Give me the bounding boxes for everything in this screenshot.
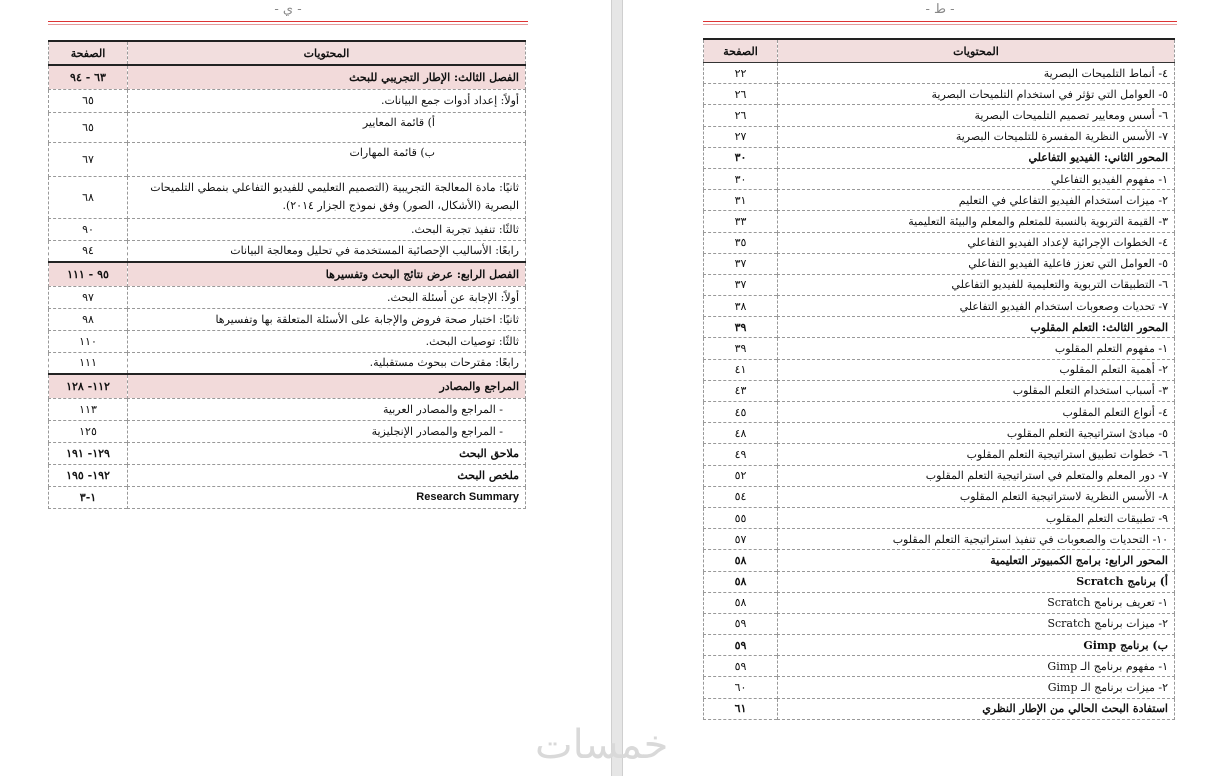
toc-row (704, 402, 1175, 423)
toc-page: ٥٤ (704, 486, 778, 507)
toc-title: المحور الرابع: برامج الكمبيوتر التعليمية (778, 550, 1175, 571)
toc-row (704, 63, 1175, 84)
toc-page: ٥٩ (704, 635, 778, 656)
toc-title: - المراجع والمصادر العربية (128, 398, 526, 420)
toc-title: ٢- ميزات برنامج الـ Gimp (778, 677, 1175, 698)
toc-row (704, 507, 1175, 528)
toc-title: الفصل الرابع: عرض نتائج البحث وتفسيرها (128, 262, 526, 286)
toc-title: الفصل الثالث: الإطار التجريبي للبحث (128, 65, 526, 89)
toc-page: ٩٥ - ١١١ (49, 262, 128, 286)
toc-row (49, 286, 526, 308)
toc-title: ٧- الأسس النظرية المفسرة للتلميحات البصرية (778, 126, 1175, 147)
toc-title: استفادة البحث الحالي من الإطار النظري (778, 698, 1175, 719)
toc-page: ٦٥ (49, 89, 128, 112)
toc-title: أ) برنامج Scratch (778, 571, 1175, 592)
toc-title: ب) قائمة المهارات (128, 142, 526, 176)
toc-page: ١٢٥ (49, 420, 128, 442)
toc-title: ثانيًا: اختبار صحة فروض والإجابة على الأسئلة المتعلقة بها وتفسيرها (128, 308, 526, 330)
toc-page: ٢٧ (704, 126, 778, 147)
toc-title: ٦- أسس ومعايير تصميم التلميحات البصرية (778, 105, 1175, 126)
toc-title: أ) قائمة المعايير (128, 112, 526, 142)
toc-title: ثالثًا: توصيات البحث. (128, 330, 526, 352)
toc-title: ١- مفهوم التعلم المقلوب (778, 338, 1175, 359)
toc-row (704, 550, 1175, 571)
toc-page: ٣٩ (704, 338, 778, 359)
toc-row (49, 374, 526, 398)
toc-row (49, 330, 526, 352)
toc-row (704, 317, 1175, 338)
toc-page: ٥٨ (704, 550, 778, 571)
toc-page: ٩٧ (49, 286, 128, 308)
toc-row (704, 296, 1175, 317)
toc-page: ٣٠ (704, 147, 778, 168)
toc-title: ملخص البحث (128, 464, 526, 486)
toc-title: ب) برنامج Gimp (778, 635, 1175, 656)
toc-title: Research Summary (128, 486, 526, 508)
toc-row (49, 398, 526, 420)
toc-title: ثالثًا: تنفيذ تجربة البحث. (128, 218, 526, 240)
toc-row (49, 262, 526, 286)
toc-page: ٦٨ (49, 176, 128, 218)
toc-title: المحور الثالث: التعلم المقلوب (778, 317, 1175, 338)
toc-title: ٥- العوامل التي تعزز فاعلية الفيديو التفاعلي (778, 253, 1175, 274)
toc-page: ٤٩ (704, 444, 778, 465)
toc-row (704, 698, 1175, 719)
toc-page: ٣٠ (704, 168, 778, 189)
toc-title: رابعًا: مقترحات ببحوث مستقبلية. (128, 352, 526, 374)
toc-page: ٦٥ (49, 112, 128, 142)
toc-title: رابعًا: الأساليب الإحصائية المستخدمة في تحليل ومعالجة البيانات (128, 240, 526, 262)
header-rule-secondary (703, 24, 1177, 25)
toc-page: ٢٦ (704, 84, 778, 105)
toc-page: ٥٨ (704, 571, 778, 592)
toc-page: ٣٧ (704, 274, 778, 295)
toc-header-row (49, 41, 526, 65)
toc-row (704, 486, 1175, 507)
toc-row (49, 308, 526, 330)
toc-table (703, 38, 1175, 720)
toc-page: ٥٩ (704, 613, 778, 634)
contents-header: المحتويات (128, 41, 526, 65)
toc-title: ٦- خطوات تطبيق استراتيجية التعلم المقلوب (778, 444, 1175, 465)
toc-title: ثانيًا: مادة المعالجة التجريبية (التصميم التعليمي للفيديو التفاعلي بنمطي التلميحات البصرية (الأشكال، الصور) وفق نموذج الجزار ٢٠١٤). (128, 176, 526, 218)
toc-row (49, 442, 526, 464)
toc-title: ٢- أهمية التعلم المقلوب (778, 359, 1175, 380)
toc-row (704, 274, 1175, 295)
toc-row (704, 84, 1175, 105)
toc-table (48, 40, 526, 509)
toc-row (49, 464, 526, 486)
toc-row (704, 635, 1175, 656)
toc-row (49, 240, 526, 262)
page-header: الصفحة (49, 41, 128, 65)
toc-title: ملاحق البحث (128, 442, 526, 464)
toc-row (704, 380, 1175, 401)
toc-title: ٦- التطبيقات التربوية والتعليمية للفيديو التفاعلي (778, 274, 1175, 295)
toc-title: ١- مفهوم الفيديو التفاعلي (778, 168, 1175, 189)
toc-title: ٧- دور المعلم والمتعلم في استراتيجية التعلم المقلوب (778, 465, 1175, 486)
toc-page: ٤٥ (704, 402, 778, 423)
toc-row (704, 359, 1175, 380)
contents-header: المحتويات (778, 39, 1175, 63)
toc-row (49, 218, 526, 240)
toc-title: ١- تعريف برنامج Scratch (778, 592, 1175, 613)
toc-row (704, 592, 1175, 613)
toc-row (704, 613, 1175, 634)
toc-page: ٥٢ (704, 465, 778, 486)
toc-page: ٣٧ (704, 253, 778, 274)
toc-page: ٥٨ (704, 592, 778, 613)
toc-row (704, 105, 1175, 126)
toc-row (704, 465, 1175, 486)
page-number: - ي - (274, 2, 302, 17)
header-rule (48, 21, 528, 22)
toc-row (704, 126, 1175, 147)
toc-title: - المراجع والمصادر الإنجليزية (128, 420, 526, 442)
toc-title: ٧- تحديات وصعوبات استخدام الفيديو التفاعلي (778, 296, 1175, 317)
toc-title: المراجع والمصادر (128, 374, 526, 398)
toc-title: ٢- ميزات برنامج Scratch (778, 613, 1175, 634)
toc-row (49, 352, 526, 374)
toc-row (704, 232, 1175, 253)
page-separator (611, 0, 623, 776)
header-rule-secondary (48, 24, 528, 25)
toc-title: أولاً: الإجابة عن أسئلة البحث. (128, 286, 526, 308)
toc-row (704, 190, 1175, 211)
toc-page: ٣٨ (704, 296, 778, 317)
toc-title: المحور الثاني: الفيديو التفاعلي (778, 147, 1175, 168)
toc-row (704, 253, 1175, 274)
toc-row (704, 147, 1175, 168)
toc-page: ٣٥ (704, 232, 778, 253)
toc-page: ٥٥ (704, 507, 778, 528)
toc-page: ٤١ (704, 359, 778, 380)
toc-page: ١١٣ (49, 398, 128, 420)
toc-title: ١٠- التحديات والصعوبات في تنفيذ استراتيجية التعلم المقلوب (778, 529, 1175, 550)
toc-row (704, 338, 1175, 359)
toc-header-row (704, 39, 1175, 63)
page-header: الصفحة (704, 39, 778, 63)
toc-page: ٥٩ (704, 656, 778, 677)
toc-page: ٩٠ (49, 218, 128, 240)
toc-title: ٢- ميزات استخدام الفيديو التفاعلي في التعليم (778, 190, 1175, 211)
toc-page: ٦٧ (49, 142, 128, 176)
toc-row (704, 529, 1175, 550)
toc-page: ١١١ (49, 352, 128, 374)
toc-page: ٦١ (704, 698, 778, 719)
toc-row (704, 211, 1175, 232)
header-rule (703, 21, 1177, 22)
toc-title: ٤- أنماط التلميحات البصرية (778, 63, 1175, 84)
toc-row (49, 112, 526, 142)
toc-row (49, 486, 526, 508)
toc-page: ٤٨ (704, 423, 778, 444)
toc-title: ٣- القيمة التربوية بالنسبة للمتعلم والمعلم والبيئة التعليمية (778, 211, 1175, 232)
toc-row (49, 142, 526, 176)
toc-row (49, 176, 526, 218)
toc-page: ٩٤ (49, 240, 128, 262)
toc-title: ٥- مبادئ استراتيجية التعلم المقلوب (778, 423, 1175, 444)
toc-page: ٦٣ - ٩٤ (49, 65, 128, 89)
toc-row (704, 423, 1175, 444)
toc-page: ١١٢- ١٢٨ (49, 374, 128, 398)
toc-row (704, 444, 1175, 465)
toc-title: ٤- أنواع التعلم المقلوب (778, 402, 1175, 423)
toc-title: ٤- الخطوات الإجرائية لإعداد الفيديو التفاعلي (778, 232, 1175, 253)
toc-row (49, 89, 526, 112)
toc-page: ٣٩ (704, 317, 778, 338)
toc-page: ٢٢ (704, 63, 778, 84)
toc-title: ١- مفهوم برنامج الـ Gimp (778, 656, 1175, 677)
toc-page: ١-٣ (49, 486, 128, 508)
toc-page: ٥٧ (704, 529, 778, 550)
toc-page: ٢٦ (704, 105, 778, 126)
toc-page: ١٩٢- ١٩٥ (49, 464, 128, 486)
toc-row (49, 65, 526, 89)
toc-page: ٦٠ (704, 677, 778, 698)
toc-row (704, 168, 1175, 189)
toc-page: ١١٠ (49, 330, 128, 352)
toc-page: ٤٣ (704, 380, 778, 401)
toc-row (704, 571, 1175, 592)
toc-title: ٨- الأسس النظرية لاستراتيجية التعلم المقلوب (778, 486, 1175, 507)
watermark-logo: خمسات (535, 722, 669, 768)
toc-title: ٥- العوامل التي تؤثر في استخدام التلميحات البصرية (778, 84, 1175, 105)
toc-page: ٣١ (704, 190, 778, 211)
toc-title: أولاً: إعداد أدوات جمع البيانات. (128, 89, 526, 112)
toc-row (704, 677, 1175, 698)
toc-row (49, 420, 526, 442)
page-number: - ط - (925, 2, 955, 17)
toc-row (704, 656, 1175, 677)
toc-title: ٩- تطبيقات التعلم المقلوب (778, 507, 1175, 528)
toc-page: ٩٨ (49, 308, 128, 330)
toc-title: ٣- أسباب استخدام التعلم المقلوب (778, 380, 1175, 401)
toc-page: ٣٣ (704, 211, 778, 232)
toc-page: ١٢٩- ١٩١ (49, 442, 128, 464)
